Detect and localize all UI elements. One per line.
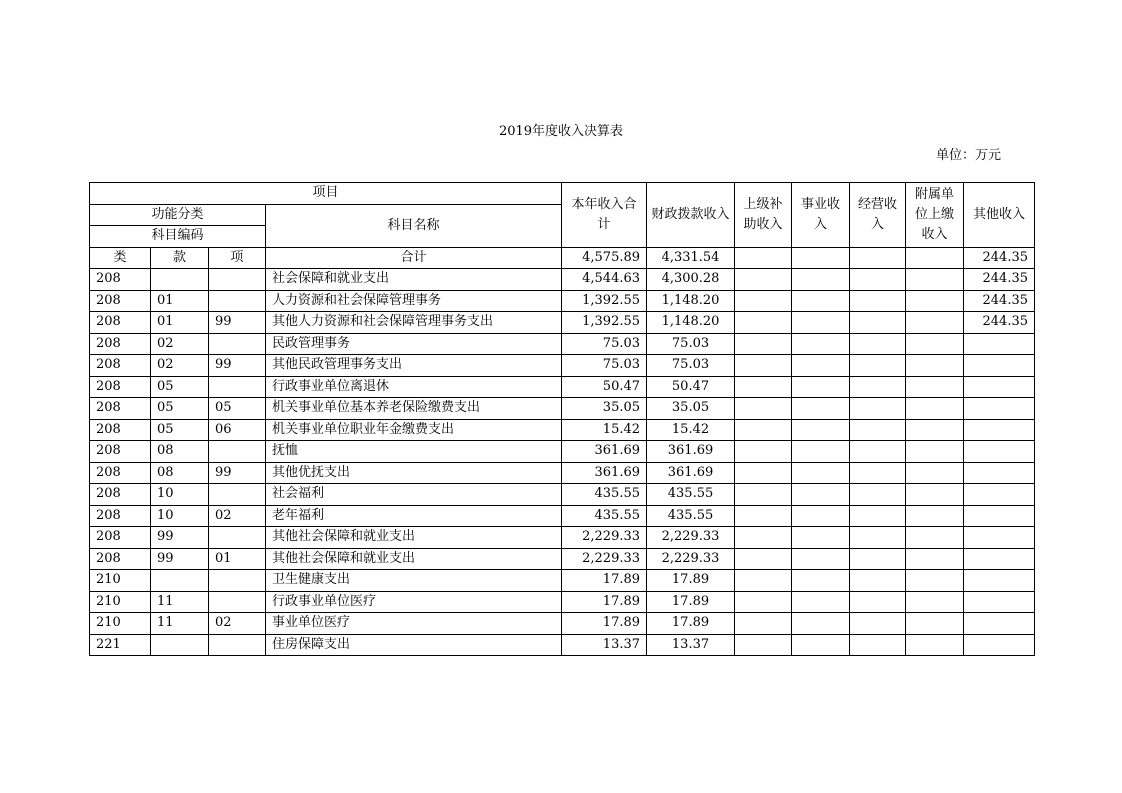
header-subject-name: 科目名称 <box>266 204 562 247</box>
cell-other: 244.35 <box>964 269 1035 291</box>
cell-business <box>792 527 850 549</box>
cell-total: 435.55 <box>562 505 647 527</box>
cell-operating <box>850 376 906 398</box>
cell-operating <box>850 247 906 269</box>
cell-business <box>792 634 850 656</box>
cell-other <box>964 527 1035 549</box>
cell-lei: 208 <box>90 527 151 549</box>
cell-business <box>792 441 850 463</box>
cell-kuan <box>151 269 209 291</box>
cell-operating <box>850 312 906 334</box>
cell-xiang: 02 <box>209 505 266 527</box>
cell-superior <box>735 462 792 484</box>
table-row <box>90 613 1035 635</box>
cell-business <box>792 548 850 570</box>
cell-subject-name: 行政事业单位离退休 <box>266 376 562 398</box>
cell-xiang: 99 <box>209 355 266 377</box>
cell-superior <box>735 247 792 269</box>
cell-affiliated <box>906 634 964 656</box>
cell-business <box>792 505 850 527</box>
table-row-total <box>90 247 1035 269</box>
cell-subject-name: 老年福利 <box>266 505 562 527</box>
cell-operating <box>850 398 906 420</box>
cell-other: 244.35 <box>964 290 1035 312</box>
table-row <box>90 548 1035 570</box>
header-total: 本年收入合计 <box>562 183 647 248</box>
cell-lei: 208 <box>90 484 151 506</box>
cell-subject-name: 卫生健康支出 <box>266 570 562 592</box>
header-lei: 类 <box>90 247 151 269</box>
cell-total: 2,229.33 <box>562 527 647 549</box>
cell-other: 244.35 <box>964 312 1035 334</box>
cell-kuan: 02 <box>151 333 209 355</box>
cell-superior <box>735 355 792 377</box>
cell-subject-name: 机关事业单位基本养老保险缴费支出 <box>266 398 562 420</box>
cell-affiliated <box>906 290 964 312</box>
cell-lei: 208 <box>90 290 151 312</box>
cell-lei: 208 <box>90 548 151 570</box>
cell-affiliated <box>906 247 964 269</box>
cell-operating <box>850 290 906 312</box>
cell-business <box>792 462 850 484</box>
cell-business <box>792 419 850 441</box>
cell-fiscal: 75.03 <box>647 355 735 377</box>
cell-fiscal: 361.69 <box>647 462 735 484</box>
table-row <box>90 376 1035 398</box>
table-body <box>90 269 1035 656</box>
cell-superior <box>735 269 792 291</box>
cell-affiliated <box>906 333 964 355</box>
cell-subject-name: 其他人力资源和社会保障管理事务支出 <box>266 312 562 334</box>
cell-fiscal: 4,300.28 <box>647 269 735 291</box>
cell-lei: 210 <box>90 613 151 635</box>
cell-fiscal: 35.05 <box>647 398 735 420</box>
cell-total: 13.37 <box>562 634 647 656</box>
cell-lei: 208 <box>90 505 151 527</box>
cell-superior <box>735 634 792 656</box>
cell-fiscal: 2,229.33 <box>647 527 735 549</box>
table-row <box>90 312 1035 334</box>
cell-affiliated <box>906 570 964 592</box>
table-row <box>90 634 1035 656</box>
cell-superior <box>735 527 792 549</box>
cell-other <box>964 462 1035 484</box>
cell-operating <box>850 419 906 441</box>
cell-subject-name: 抚恤 <box>266 441 562 463</box>
cell-affiliated <box>906 591 964 613</box>
cell-other <box>964 634 1035 656</box>
cell-fiscal: 15.42 <box>647 419 735 441</box>
cell-subject-name: 机关事业单位职业年金缴费支出 <box>266 419 562 441</box>
cell-operating <box>850 484 906 506</box>
cell-operating <box>850 333 906 355</box>
cell-operating <box>850 269 906 291</box>
cell-lei: 221 <box>90 634 151 656</box>
cell-affiliated <box>906 312 964 334</box>
cell-fiscal: 17.89 <box>647 613 735 635</box>
cell-xiang <box>209 333 266 355</box>
cell-total: 75.03 <box>562 355 647 377</box>
page-title: 2019年度收入决算表 <box>498 124 624 139</box>
table-row <box>90 570 1035 592</box>
cell-superior <box>735 312 792 334</box>
table-row <box>90 527 1035 549</box>
cell-kuan <box>151 570 209 592</box>
cell-total: 435.55 <box>562 484 647 506</box>
cell-affiliated <box>906 505 964 527</box>
cell-kuan <box>151 634 209 656</box>
cell-business <box>792 290 850 312</box>
table-row <box>90 505 1035 527</box>
cell-xiang <box>209 634 266 656</box>
table-row <box>90 484 1035 506</box>
cell-other <box>964 548 1035 570</box>
cell-superior <box>735 613 792 635</box>
cell-xiang: 01 <box>209 548 266 570</box>
cell-fiscal: 361.69 <box>647 441 735 463</box>
cell-operating <box>850 548 906 570</box>
cell-total: 35.05 <box>562 398 647 420</box>
header-affiliated: 附属单位上缴收入 <box>906 183 964 248</box>
cell-superior <box>735 419 792 441</box>
cell-total: 17.89 <box>562 570 647 592</box>
cell-xiang: 06 <box>209 419 266 441</box>
cell-fiscal: 50.47 <box>647 376 735 398</box>
header-item: 项目 <box>90 183 562 205</box>
table-row <box>90 290 1035 312</box>
cell-other <box>964 333 1035 355</box>
cell-subject-name: 行政事业单位医疗 <box>266 591 562 613</box>
cell-lei: 208 <box>90 333 151 355</box>
cell-other <box>964 505 1035 527</box>
cell-other <box>964 376 1035 398</box>
cell-other <box>964 484 1035 506</box>
cell-other <box>964 441 1035 463</box>
cell-superior <box>735 376 792 398</box>
cell-subject-name: 其他民政管理事务支出 <box>266 355 562 377</box>
cell-superior <box>735 505 792 527</box>
table-row <box>90 269 1035 291</box>
cell-business <box>792 312 850 334</box>
cell-xiang: 05 <box>209 398 266 420</box>
header-xiang: 项 <box>209 247 266 269</box>
cell-other <box>964 570 1035 592</box>
cell-kuan: 10 <box>151 505 209 527</box>
cell-lei: 208 <box>90 441 151 463</box>
cell-xiang <box>209 441 266 463</box>
cell-xiang <box>209 591 266 613</box>
cell-xiang <box>209 484 266 506</box>
cell-superior <box>735 484 792 506</box>
cell-affiliated <box>906 527 964 549</box>
cell-affiliated <box>906 484 964 506</box>
cell-affiliated <box>906 398 964 420</box>
table-header <box>90 183 1035 269</box>
cell-lei: 208 <box>90 376 151 398</box>
cell-kuan: 05 <box>151 398 209 420</box>
cell-lei: 210 <box>90 570 151 592</box>
cell-kuan: 01 <box>151 290 209 312</box>
cell-fiscal: 17.89 <box>647 570 735 592</box>
cell-affiliated <box>906 441 964 463</box>
cell-kuan: 99 <box>151 548 209 570</box>
cell-operating <box>850 613 906 635</box>
cell-lei: 208 <box>90 269 151 291</box>
cell-fiscal: 17.89 <box>647 591 735 613</box>
cell-affiliated <box>906 419 964 441</box>
cell-total: 1,392.55 <box>562 290 647 312</box>
cell-subject-name: 社会福利 <box>266 484 562 506</box>
cell-subject-name: 其他社会保障和就业支出 <box>266 527 562 549</box>
cell-lei: 210 <box>90 591 151 613</box>
cell-operating <box>850 462 906 484</box>
cell-operating <box>850 570 906 592</box>
cell-fiscal: 1,148.20 <box>647 290 735 312</box>
cell-kuan: 10 <box>151 484 209 506</box>
header-superior: 上级补助收入 <box>735 183 792 248</box>
cell-subject-name: 住房保障支出 <box>266 634 562 656</box>
cell-xiang <box>209 527 266 549</box>
cell-xiang: 99 <box>209 312 266 334</box>
cell-lei: 208 <box>90 312 151 334</box>
cell-other <box>964 591 1035 613</box>
cell-lei: 208 <box>90 398 151 420</box>
cell-fiscal: 75.03 <box>647 333 735 355</box>
cell-other <box>964 419 1035 441</box>
cell-affiliated <box>906 355 964 377</box>
cell-operating <box>850 634 906 656</box>
cell-subject-name: 其他社会保障和就业支出 <box>266 548 562 570</box>
cell-lei: 208 <box>90 462 151 484</box>
cell-fiscal: 4,331.54 <box>647 247 735 269</box>
table-row <box>90 591 1035 613</box>
cell-subject-name: 合计 <box>266 247 562 269</box>
cell-xiang <box>209 376 266 398</box>
cell-lei: 208 <box>90 355 151 377</box>
cell-business <box>792 355 850 377</box>
cell-subject-name: 民政管理事务 <box>266 333 562 355</box>
cell-business <box>792 247 850 269</box>
cell-total: 17.89 <box>562 613 647 635</box>
cell-kuan: 99 <box>151 527 209 549</box>
header-fiscal: 财政拨款收入 <box>647 183 735 248</box>
table-row <box>90 441 1035 463</box>
cell-superior <box>735 398 792 420</box>
cell-superior <box>735 441 792 463</box>
cell-fiscal: 13.37 <box>647 634 735 656</box>
cell-superior <box>735 548 792 570</box>
cell-fiscal: 2,229.33 <box>647 548 735 570</box>
cell-affiliated <box>906 462 964 484</box>
cell-business <box>792 591 850 613</box>
header-other: 其他收入 <box>964 183 1035 248</box>
cell-xiang: 02 <box>209 613 266 635</box>
header-func-class: 功能分类 <box>90 204 266 226</box>
header-subject-code: 科目编码 <box>90 226 266 248</box>
cell-affiliated <box>906 548 964 570</box>
cell-kuan: 08 <box>151 462 209 484</box>
cell-total: 2,229.33 <box>562 548 647 570</box>
cell-superior <box>735 333 792 355</box>
table-row <box>90 355 1035 377</box>
cell-total: 4,544.63 <box>562 269 647 291</box>
cell-fiscal: 435.55 <box>647 505 735 527</box>
cell-other <box>964 613 1035 635</box>
header-business: 事业收入 <box>792 183 850 248</box>
cell-subject-name: 事业单位医疗 <box>266 613 562 635</box>
cell-kuan: 02 <box>151 355 209 377</box>
cell-kuan: 01 <box>151 312 209 334</box>
cell-kuan: 05 <box>151 419 209 441</box>
cell-subject-name: 人力资源和社会保障管理事务 <box>266 290 562 312</box>
cell-superior <box>735 570 792 592</box>
cell-superior <box>735 290 792 312</box>
cell-affiliated <box>906 376 964 398</box>
cell-total: 4,575.89 <box>562 247 647 269</box>
cell-business <box>792 398 850 420</box>
cell-operating <box>850 591 906 613</box>
cell-business <box>792 269 850 291</box>
cell-business <box>792 613 850 635</box>
header-kuan: 款 <box>151 247 209 269</box>
cell-kuan: 05 <box>151 376 209 398</box>
cell-other: 244.35 <box>964 247 1035 269</box>
cell-kuan: 11 <box>151 613 209 635</box>
table-row <box>90 398 1035 420</box>
revenue-table <box>89 182 1035 656</box>
cell-affiliated <box>906 269 964 291</box>
cell-kuan: 11 <box>151 591 209 613</box>
cell-lei: 208 <box>90 419 151 441</box>
cell-total: 361.69 <box>562 462 647 484</box>
cell-total: 17.89 <box>562 591 647 613</box>
header-operating: 经营收入 <box>850 183 906 248</box>
cell-kuan: 08 <box>151 441 209 463</box>
cell-xiang: 99 <box>209 462 266 484</box>
cell-total: 361.69 <box>562 441 647 463</box>
table-row <box>90 419 1035 441</box>
cell-xiang <box>209 570 266 592</box>
cell-operating <box>850 355 906 377</box>
cell-xiang <box>209 269 266 291</box>
cell-fiscal: 1,148.20 <box>647 312 735 334</box>
cell-xiang <box>209 290 266 312</box>
cell-subject-name: 社会保障和就业支出 <box>266 269 562 291</box>
cell-operating <box>850 527 906 549</box>
table-row <box>90 462 1035 484</box>
cell-subject-name: 其他优抚支出 <box>266 462 562 484</box>
cell-total: 1,392.55 <box>562 312 647 334</box>
cell-total: 50.47 <box>562 376 647 398</box>
cell-operating <box>850 441 906 463</box>
cell-business <box>792 333 850 355</box>
cell-other <box>964 398 1035 420</box>
cell-business <box>792 484 850 506</box>
cell-affiliated <box>906 613 964 635</box>
cell-fiscal: 435.55 <box>647 484 735 506</box>
cell-business <box>792 570 850 592</box>
cell-total: 15.42 <box>562 419 647 441</box>
cell-operating <box>850 505 906 527</box>
unit-label: 单位：万元 <box>935 148 1001 163</box>
table-row <box>90 333 1035 355</box>
cell-business <box>792 376 850 398</box>
cell-total: 75.03 <box>562 333 647 355</box>
cell-superior <box>735 591 792 613</box>
cell-other <box>964 355 1035 377</box>
